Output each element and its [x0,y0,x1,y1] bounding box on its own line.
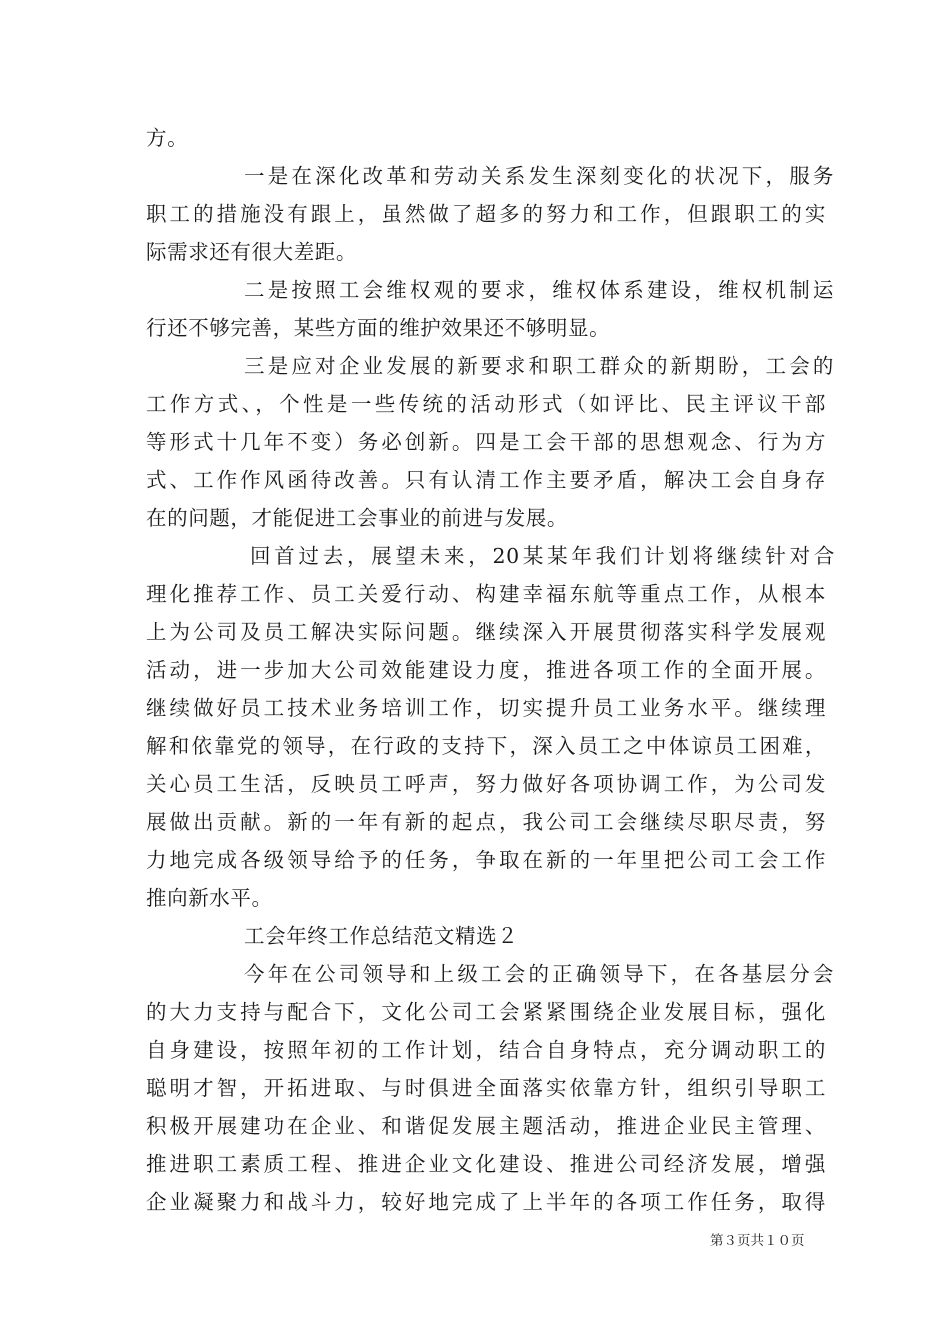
text-line: 展做出贡献。新的一年有新的起点，我公司工会继续尽职尽责，努 [146,810,826,834]
text-line: 力地完成各级领导给予的任务，争取在新的一年里把公司工会工作 [146,848,826,872]
text-line: 理化推荐工作、员工关爱行动、构建幸福东航等重点工作，从根本 [146,582,826,606]
text-line: 工作方式、，个性是一些传统的活动形式（如评比、民主评议干部 [146,392,826,416]
paragraph-first-line: 今年在公司领导和上级工会的正确领导下，在各基层分会 [244,962,834,986]
text-line: 上为公司及员工解决实际问题。继续深入开展贯彻落实科学发展观 [146,620,826,644]
text-line: 解和依靠党的领导，在行政的支持下，深入员工之中体谅员工困难， [146,734,826,758]
text-line: 在的问题，才能促进工会事业的前进与发展。 [146,506,568,530]
paragraph-first-line: 三是应对企业发展的新要求和职工群众的新期盼，工会的 [244,354,834,378]
text-line: 企业凝聚力和战斗力，较好地完成了上半年的各项工作任务，取得 [146,1190,826,1214]
text-line: 等形式十几年不变）务必创新。四是工会干部的思想观念、行为方 [146,430,826,454]
text-line: 方。 [146,126,189,150]
text-line: 职工的措施没有跟上，虽然做了超多的努力和工作，但跟职工的实 [146,202,826,226]
paragraph-first-line: 回首过去，展望未来，20某某年我们计划将继续针对合 [250,544,835,568]
text-line: 推进职工素质工程、推进企业文化建设、推进公司经济发展，增强 [146,1152,826,1176]
text-line: 推向新水平。 [146,886,273,910]
paragraph-first-line: 一是在深化改革和劳动关系发生深刻变化的状况下，服务 [244,164,834,188]
text-line: 关心员工生活，反映员工呼声，努力做好各项协调工作，为公司发 [146,772,826,796]
text-line: 行还不够完善，某些方面的维护效果还不够明显。 [146,316,611,340]
paragraph-first-line: 二是按照工会维权观的要求，维权体系建设，维权机制运 [244,278,834,302]
text-line: 活动，进一步加大公司效能建设力度，推进各项工作的全面开展。 [146,658,826,682]
text-line: 的大力支持与配合下，文化公司工会紧紧围绕企业发展目标，强化 [146,1000,826,1024]
text-line: 积极开展建功在企业、和谐促发展主题活动，推进企业民主管理、 [146,1114,826,1138]
section-heading: 工会年终工作总结范文精选２ [244,924,519,948]
text-line: 聪明才智，开拓进取、与时俱进全面落实依靠方针，组织引导职工 [146,1076,826,1100]
text-line: 际需求还有很大差距。 [146,240,357,264]
text-line: 式、工作作风函待改善。只有认清工作主要矛盾，解决工会自身存 [146,468,826,492]
page-footer: 第３页共１０页 [710,1233,805,1249]
text-line: 继续做好员工技术业务培训工作，切实提升员工业务水平。继续理 [146,696,826,720]
text-line: 自身建设，按照年初的工作计划，结合自身特点，充分调动职工的 [146,1038,826,1062]
